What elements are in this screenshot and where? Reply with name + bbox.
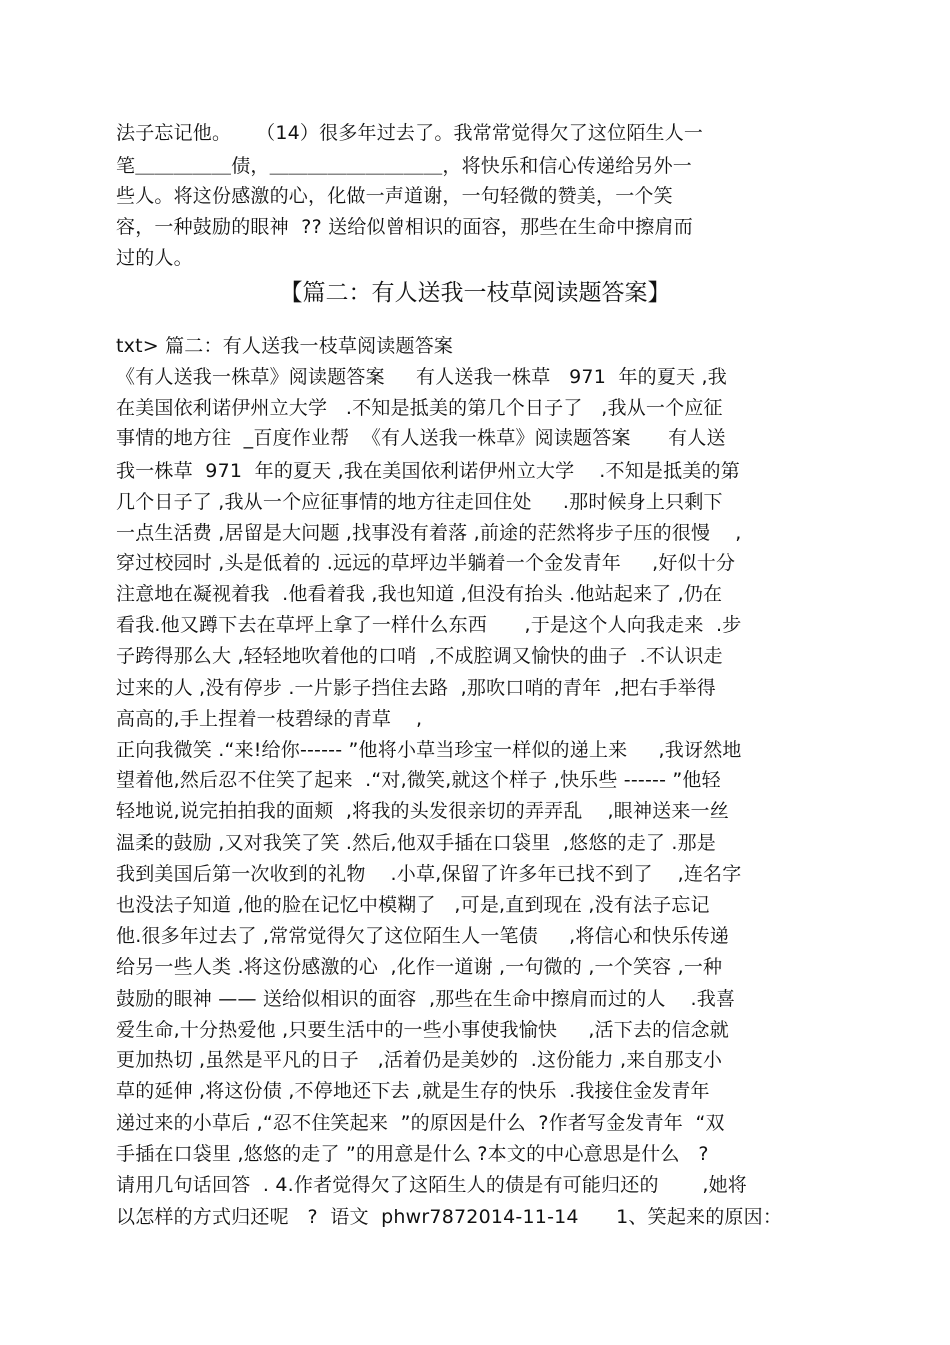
text-line: 他.很多年过去了 ,常常觉得欠了这位陌生人一笔债 ,将信心和快乐传递 bbox=[116, 925, 729, 947]
text-line: 正向我微笑 .“来!给你------ ”他将小草当珍宝一样似的递上来 ,我讶然地 bbox=[116, 739, 742, 761]
text-line: 轻地说,说完拍拍我的面颊 ,将我的头发很亲切的弄弄乱 ,眼神送来一丝 bbox=[116, 800, 729, 822]
text-line: 以怎样的方式归还呢 ? 语文 phwr7872014-11-14 1、笑起来的原因： bbox=[116, 1206, 783, 1228]
text-line: 《有人送我一株草》阅读题答案 有人送我一株草 971 年的夏天 ,我 bbox=[116, 366, 727, 388]
text-line: 我到美国后第一次收到的礼物 .小草,保留了许多年已找不到了 ,连名字 bbox=[116, 863, 742, 885]
text-line: 更加热切 ,虽然是平凡的日子 ,活着仍是美妙的 .这份能力 ,来自那支小 bbox=[116, 1049, 723, 1071]
text-line: 过的人。 bbox=[116, 247, 193, 269]
text-line: 给另一些人类 .将这份感激的心 ,化作一道谢 ,一句微的 ,一个笑容 ,一种 bbox=[116, 956, 723, 978]
text-line: 我一株草 971 年的夏天 ,我在美国依利诺伊州立大学 .不知是抵美的第 bbox=[116, 460, 740, 482]
text-line: 子跨得那么大 ,轻轻地吹着他的口哨 ,不成腔调又愉快的曲子 .不认识走 bbox=[116, 645, 723, 667]
text-line: 手插在口袋里 ,悠悠的走了 ”的用意是什么 ?本文的中心意思是什么 ? bbox=[116, 1143, 709, 1165]
text-line: 鼓励的眼神 —— 送给似相识的面容 ,那些在生命中擦肩而过的人 .我喜 bbox=[116, 988, 736, 1010]
text-line: 事情的地方往 _百度作业帮 《有人送我一株草》阅读题答案 有人送 bbox=[116, 427, 726, 449]
text-line: 过来的人 ,没有停步 .一片影子挡住去路 ,那吹口哨的青年 ,把右手举得 bbox=[116, 677, 716, 699]
text-line: 穿过校园时 ,头是低着的 .远远的草坪边半躺着一个金发青年 ,好似十分 bbox=[116, 552, 736, 574]
text-line: 几个日子了 ,我从一个应征事情的地方往走回住处 .那时候身上只剩下 bbox=[116, 491, 723, 513]
text-line: 注意地在凝视着我 .他看着我 ,我也知道 ,但没有抬头 .他站起来了 ,仍在 bbox=[116, 583, 723, 605]
text-line: 请用几句话回答 . 4.作者觉得欠了这陌生人的债是有可能归还的 ,她将 bbox=[116, 1174, 748, 1196]
text-line: 也没法子知道 ,他的脸在记忆中模糊了 ,可是,直到现在 ,没有法子忘记 bbox=[116, 894, 710, 916]
text-line: 一点生活费 ,居留是大问题 ,找事没有着落 ,前途的茫然将步子压的很慢 , bbox=[116, 522, 742, 544]
text-line: 在美国依利诺伊州立大学 .不知是抵美的第几个日子了 ,我从一个应征 bbox=[116, 397, 723, 419]
text-line: 法子忘记他。 （14）很多年过去了。我常常觉得欠了这位陌生人一 bbox=[116, 122, 704, 144]
text-line: 些人。将这份感激的心，化做一声道谢，一句轻微的赞美，一个笑 bbox=[116, 185, 673, 207]
text-line: 看我.他又蹲下去在草坪上拿了一样什么东西 ,于是这个人向我走来 .步 bbox=[116, 614, 742, 636]
section-title: 【篇二：有人送我一枝草阅读题答案】 bbox=[279, 280, 671, 306]
text-line: 温柔的鼓励 ,又对我笑了笑 .然后,他双手插在口袋里 ,悠悠的走了 .那是 bbox=[116, 832, 716, 854]
text-line: 望着他,然后忍不住笑了起来 .“对,微笑,就这个样子 ,快乐些 ------ ”他轻 bbox=[116, 769, 721, 791]
text-line: 爱生命,十分热爱他 ,只要生活中的一些小事使我愉快 ,活下去的信念就 bbox=[116, 1019, 729, 1041]
text-line: 草的延伸 ,将这份债 ,不停地还下去 ,就是生存的快乐 .我接住金发青年 bbox=[116, 1080, 710, 1102]
text-line: 容，一种鼓励的眼神 ?? 送给似曾相识的面容，那些在生命中擦肩而 bbox=[116, 216, 693, 238]
text-line: 高高的,手上捏着一枝碧绿的青草 , bbox=[116, 708, 423, 730]
text-line: 笔＿＿＿＿＿债，＿＿＿＿＿＿＿＿＿，将快乐和信心传递给另外一 bbox=[116, 155, 693, 177]
text-line: 递过来的小草后 ,“忍不住笑起来 ”的原因是什么 ?作者写金发青年 “双 bbox=[116, 1112, 725, 1134]
text-line: txt> 篇二：有人送我一枝草阅读题答案 bbox=[116, 335, 454, 357]
